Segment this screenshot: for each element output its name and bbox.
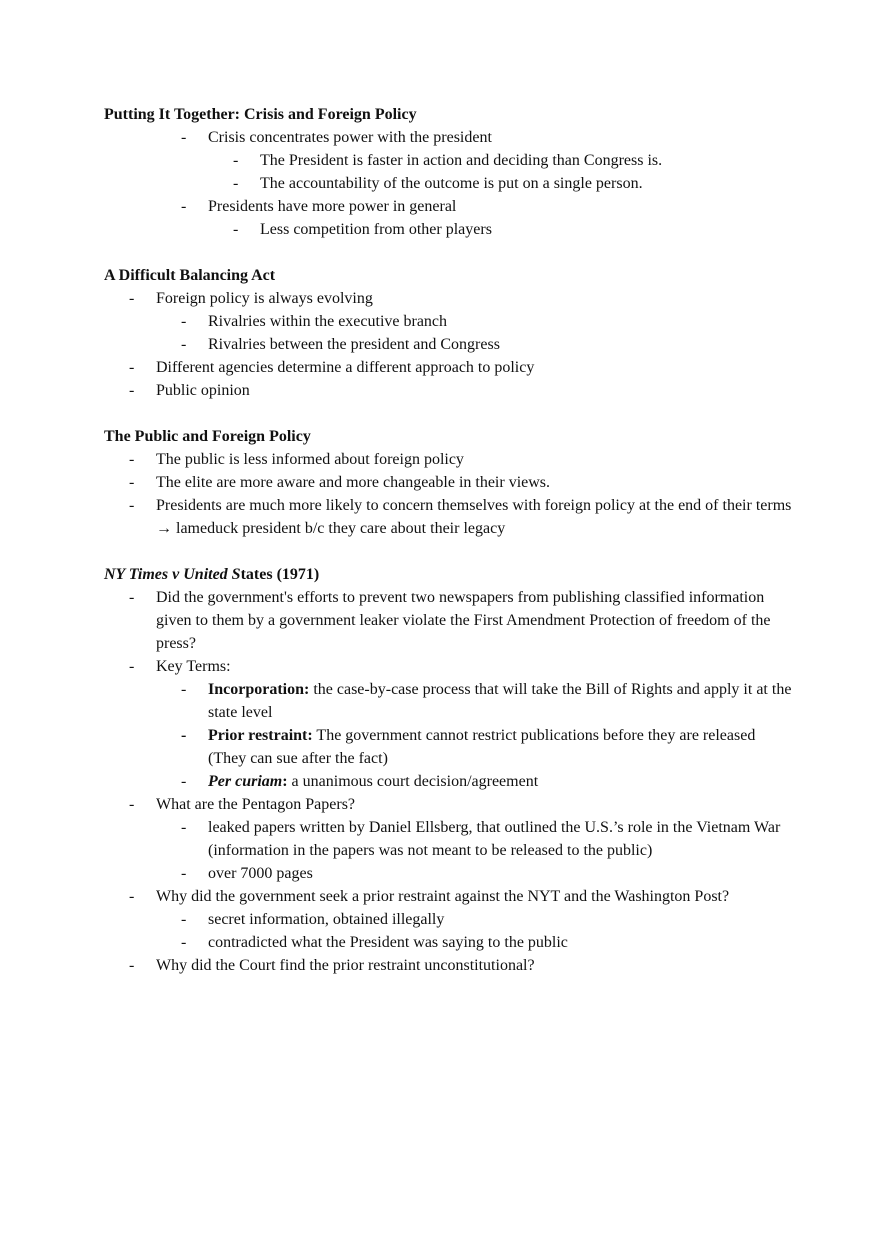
term-definition: a unanimous court decision/agreement [287,773,539,790]
list-item [104,678,794,724]
document-page [104,103,794,977]
item-text: The President is faster in action and deciding than Congress is. [260,152,663,169]
bullet-dash: - [181,198,187,215]
bullet-dash: - [181,773,187,790]
list-item [104,494,794,540]
item-text: Crisis concentrates power with the president [208,129,492,146]
item-text: Less competition from other players [260,221,492,238]
bullet-dash: - [181,313,187,330]
list-item [104,448,794,471]
list-item [104,770,794,793]
item-text: Foreign policy is always evolving [156,290,373,307]
bullet-dash: - [129,497,135,514]
list-item [104,586,794,655]
item-text: Why did the government seek a prior restraint against the NYT and the Washington Post? [156,888,730,905]
list-item [104,195,794,218]
case-name: NY Times v United S [104,566,241,583]
bullet-dash: - [129,957,135,974]
list-item [104,862,794,885]
bullet-dash: - [181,911,187,928]
term-colon: : [282,773,288,790]
item-text: secret information, obtained illegally [208,911,445,928]
section-heading: Putting It Together: Crisis and Foreign Policy [104,106,417,123]
bullet-dash: - [233,221,239,238]
list-item [104,218,794,241]
bullet-dash: - [181,865,187,882]
term-definition: The government cannot restrict publications before they are released (They can sue after the fact) [208,727,756,767]
item-text: Presidents have more power in general [208,198,457,215]
list-item [104,908,794,931]
item-text: The public is less informed about foreign policy [156,451,464,468]
bullet-dash: - [181,336,187,353]
term-definition: the case-by-case process that will take the Bill of Rights and apply it at the state level [208,681,792,721]
list-item [104,931,794,954]
list-item [104,287,794,310]
bullet-dash: - [129,888,135,905]
item-text: Did the government's efforts to prevent two newspapers from publishing classified information given to them by a government leaker violate the First Amendment Protection of freedom of the press? [156,589,771,652]
term-label: Prior restraint: [208,727,313,744]
item-text: The elite are more aware and more changeable in their views. [156,474,551,491]
list-item [104,793,794,816]
section-heading: The Public and Foreign Policy [104,428,311,445]
list-item [104,724,794,770]
item-text: The accountability of the outcome is put on a single person. [260,175,643,192]
list-item [104,126,794,149]
bullet-dash: - [129,796,135,813]
item-text: Different agencies determine a different approach to policy [156,359,535,376]
term-label: Per curiam [208,773,283,790]
bullet-dash: - [181,819,187,836]
list-item [104,310,794,333]
bullet-dash: - [181,129,187,146]
item-text: What are the Pentagon Papers? [156,796,356,813]
bullet-dash: - [181,934,187,951]
item-text: Key Terms: [156,658,231,675]
term-label: Incorporation: [208,681,310,698]
item-text: Rivalries within the executive branch [208,313,448,330]
item-text: Public opinion [156,382,250,399]
bullet-dash: - [233,152,239,169]
list-item [104,655,794,678]
list-item [104,885,794,908]
list-item [104,379,794,402]
list-item [104,172,794,195]
bullet-dash: - [129,658,135,675]
bullet-dash: - [181,681,187,698]
bullet-dash: - [129,451,135,468]
section-heading: A Difficult Balancing Act [104,267,276,284]
item-text: Rivalries between the president and Congress [208,336,500,353]
bullet-dash: - [129,474,135,491]
bullet-dash: - [129,382,135,399]
item-text: leaked papers written by Daniel Ellsberg, that outlined the U.S.’s role in the Vietnam War (information in the papers was not meant to be released to the public) [208,819,781,859]
case-year: tates (1971) [240,566,320,583]
bullet-dash: - [129,359,135,376]
section-heading [104,563,794,586]
bullet-dash: - [129,290,135,307]
list-item [104,333,794,356]
list-item [104,149,794,172]
list-item [104,356,794,379]
item-text: Presidents are much more likely to concern themselves with foreign policy at the end of their terms → lameduck president b/c they care about their legacy [156,497,792,537]
list-item [104,954,794,977]
list-item [104,471,794,494]
bullet-dash: - [129,589,135,606]
bullet-dash: - [181,727,187,744]
list-item [104,816,794,862]
item-text: over 7000 pages [208,865,313,882]
bullet-dash: - [233,175,239,192]
item-text: contradicted what the President was saying to the public [208,934,568,951]
item-text: Why did the Court find the prior restraint unconstitutional? [156,957,535,974]
